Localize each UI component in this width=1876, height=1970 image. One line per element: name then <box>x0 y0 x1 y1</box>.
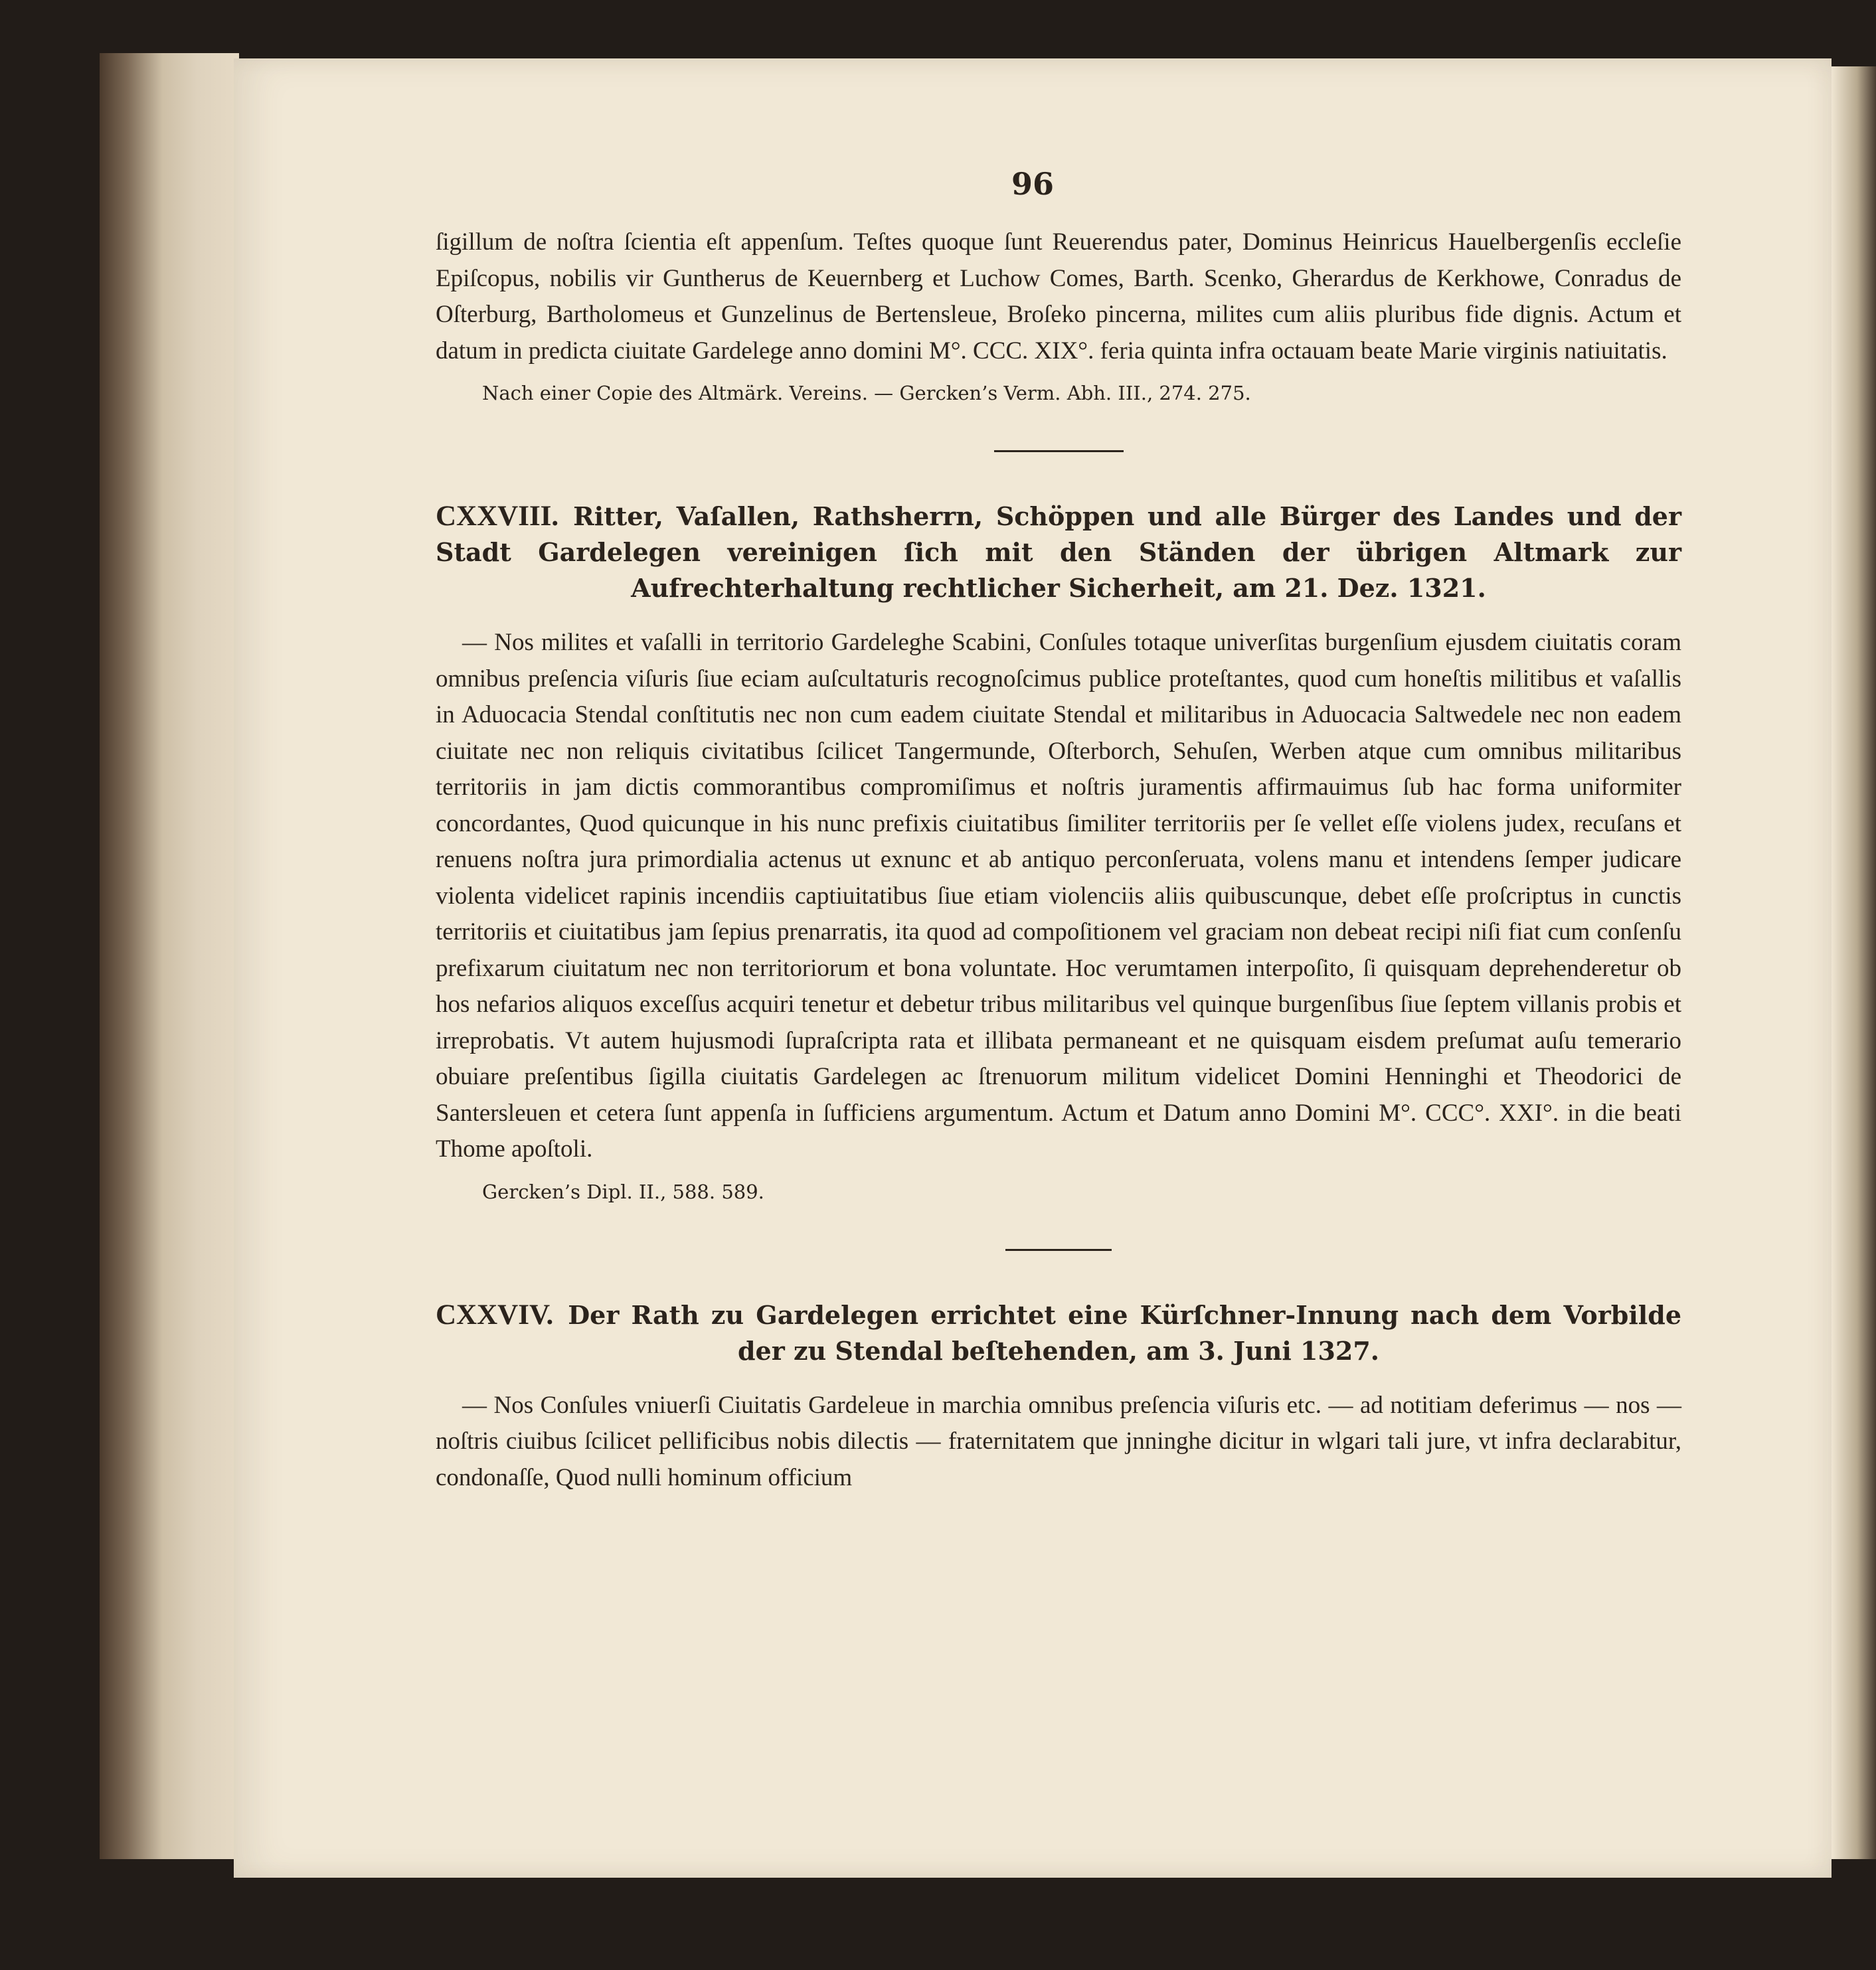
document-heading-cxxviv <box>436 1297 1681 1369</box>
source-citation: Gercken’s Dipl. II., 588. 589. <box>482 1180 764 1203</box>
document-number: CXXVIV. <box>436 1299 554 1331</box>
source-citation: Nach einer Copie des Altmärk. Vereins. — Gercken’s Verm. Abh. III., 274. 275. <box>482 382 1251 404</box>
page-number: 96 <box>1011 166 1054 202</box>
document-continuation-text: ſigillum de noſtra ſcientia eſt appenſum. Teſtes quoque ſunt Reuerendus pater, Dominus Heinricus Hauelbergenſis eccleſie Epiſcopus, nobilis vir Guntherus de Keuernberg et Luchow Comes, Barth. Scenko, Gherardus de Kerkhowe, Conradus de Oſterburg, Bartholomeus et Gunzelinus de Bertensleue, Broſeko pincerna, milites cum aliis pluribus fide dignis. Actum et datum in predicta ciuitate Gardelege anno domini M°. CCC. XIX°. feria quinta infra octauam beate Marie virginis natiuitatis. <box>436 228 1681 365</box>
document-text: — Nos milites et vaſalli in territorio Gardeleghe Scabini, Conſules totaque univerſitas burgenſium ejusdem ciuitatis coram omnibus preſencia viſuris ſiue eciam auſcultaturis recognoſcimus publice proteſtantes, quod cum honeſtis militibus et vaſallis in Aduocacia Stendal conſtitutis nec non cum eadem ciuitate Stendal et militaribus in Aduocacia Saltwedele nec non eadem ciuitate nec non reliquis civitatibus ſcilicet Tangermunde, Oſterborch, Sehuſen, Werben atque cum omnibus militaribus territoriis in jam dictis commorantibus compromiſimus et noſtris juramentis affirmauimus ſub hac forma uniformiter concordantes, Quod quicunque in his nunc prefixis ciuitatibus ſimiliter territoriis per ſe vellet eſſe violens judex, recuſans et renuens noſtra jura primordialia actenus ut exnunc et ab antiquo perconſeruata, volens manu et intendens ſemper judicare violenta videlicet rapinis incendiis captiuitatibus ſiue etiam violenciis aliis quibuscunque, debet eſſe proſcriptus in cunctis territoriis et ciuitatibus jam ſepius prenarratis, ita quod ad compoſitionem vel graciam non debeat recipi niſi fiat cum conſenſu prefixarum ciuitatum nec non territoriorum et bona voluntate. Hoc verumtamen interpoſito, ſi quisquam deprehenderetur ob hos nefarios aliquos exceſſus acquiri tenetur et debetur tribus militaribus vel quinque burgenſibus ſiue ſeptem villanis probis et irreprobatis. Vt autem hujusmodi ſupraſcripta rata et illibata permaneant et ne quisquam eisdem preſumat auſu temerario obuiare preſentibus ſigilla ciuitatis Gardelegen ac ſtrenuorum militum videlicet Domini Henninghi et Theodorici de Santersleuen et cetera ſunt appenſa in ſufficiens argumentum. Actum et Datum anno Domini M°. CCC°. XXI°. in die beati Thome apoſtoli. <box>436 629 1681 1163</box>
page-content <box>436 224 1681 1496</box>
section-divider <box>1005 1249 1112 1251</box>
book-page <box>234 58 1832 1878</box>
document-title: Der Rath zu Gardelegen errichtet eine Kürſchner-Innung nach dem Vorbilde der zu Stendal beſtehenden, am 3. Juni 1327. <box>568 1299 1681 1366</box>
book-page-edges-left <box>100 53 239 1859</box>
document-text: — Nos Conſules vniuerſi Ciuitatis Gardeleue in marchia omnibus preſencia viſuris etc. — ad notitiam deferimus — nos — noſtris ciuibus ſcilicet pellificibus nobis dilectis — fraternitatem que jnninghe dicitur in wlgari tali jure, vt infra declarabitur, condonaſſe, Quod nulli hominum officium <box>436 1391 1681 1491</box>
document-number: CXXVIII. <box>436 501 559 532</box>
document-title: Ritter, Vaſallen, Rathsherrn, Schöppen und alle Bürger des Landes und der Stadt Gardelegen vereinigen ſich mit den Ständen der übrigen Altmark zur Aufrechterhaltung rechtlicher Sicherheit, am 21. Dez. 1321. <box>436 501 1681 603</box>
document-heading-cxxviii <box>436 499 1681 606</box>
section-divider <box>994 450 1124 452</box>
